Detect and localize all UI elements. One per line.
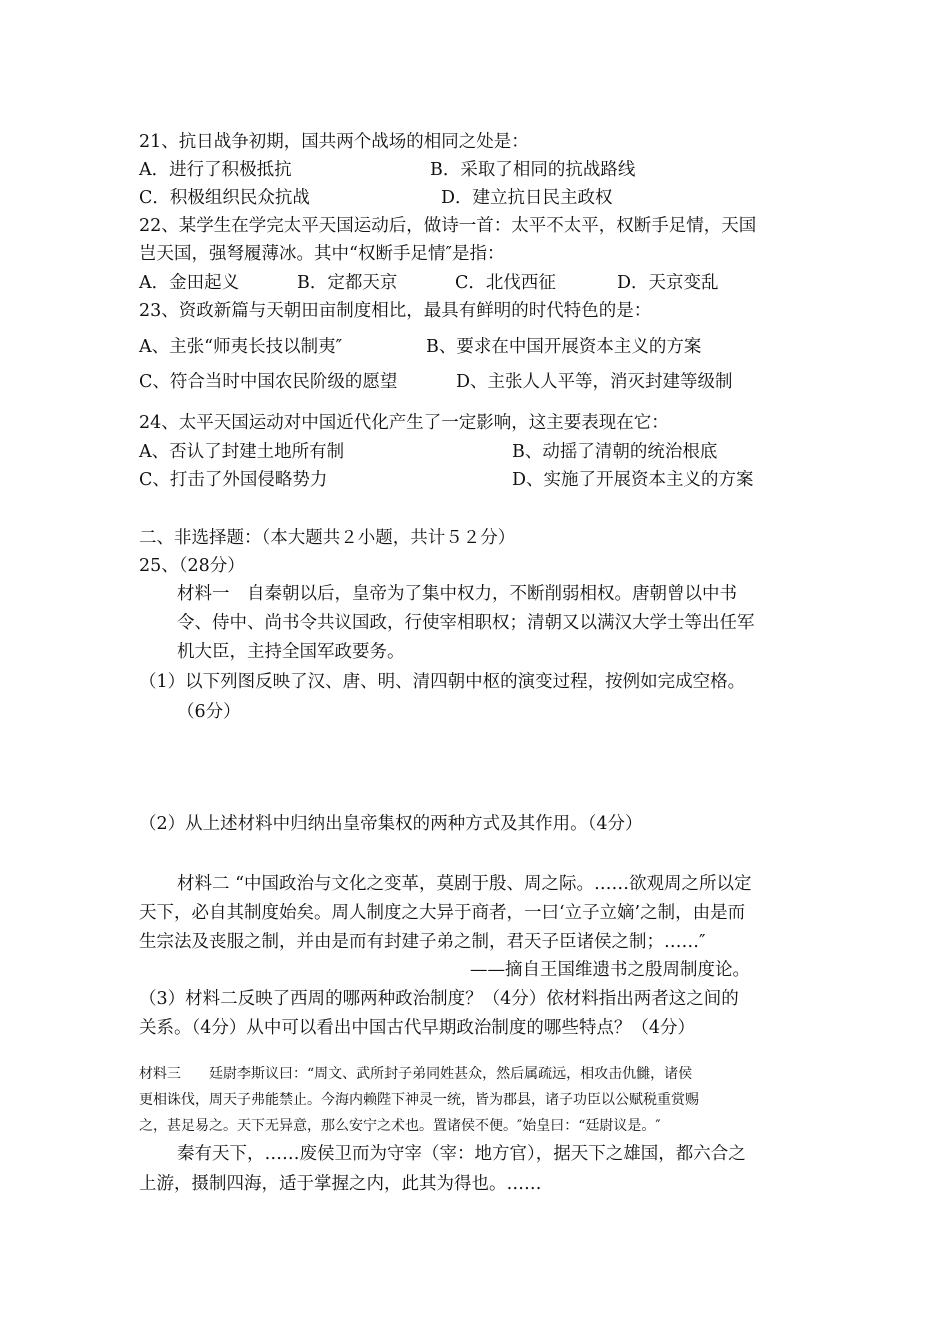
q24-stem: 24、太平天国运动对中国近代化产生了一定影响，这主要表现在它： bbox=[139, 413, 669, 433]
q23-option-b: B、要求在中国开展资本主义的方案 bbox=[426, 337, 702, 357]
material3-line2: 更相诛伐，周天子弗能禁止。今海内赖陛下神灵一统，皆为郡县，诸子功臣以公赋税重赏赐 bbox=[139, 1092, 699, 1108]
material3-line3: 之，甚足易之。天下无异意，那么安宁之术也。置诸侯不便。″始皇曰：“廷尉议是。″ bbox=[139, 1118, 661, 1134]
q22-stem-line2: 岂天国，强弩履薄冰。其中“权断手足情″是指： bbox=[139, 244, 505, 264]
q23-stem: 23、资政新篇与天朝田亩制度相比，最具有鲜明的时代特色的是： bbox=[139, 301, 652, 321]
q21-option-a: A．进行了积极抵抗 bbox=[139, 160, 292, 180]
part3-line2: 关系。（4分）从中可以看出中国古代早期政治制度的哪些特点？（4分） bbox=[139, 1018, 696, 1038]
q22-option-a: A．金田起义 bbox=[139, 273, 240, 293]
q24-option-b: B、动摇了清朝的统治根底 bbox=[512, 442, 718, 462]
material3b-line1: 秦有天下，……废侯卫而为守宰（宰：地方官），据天下之雄国，都六合之 bbox=[177, 1144, 746, 1164]
q21-option-c: C．积极组织民众抗战 bbox=[139, 188, 310, 208]
q22-option-d: D．天京变乱 bbox=[617, 273, 719, 293]
material3b-line2: 上游，摄制四海，适于掌握之内，此其为得也。…… bbox=[139, 1174, 542, 1194]
material2-line2: 天下，必自其制度始矣。周人制度之大异于商者，一曰‘立子立嫡’之制，由是而 bbox=[139, 903, 746, 923]
part1-line2: （6分） bbox=[177, 702, 241, 722]
q25-header: 25、（28分） bbox=[139, 556, 245, 576]
material1-line1: 材料一 自秦朝以后，皇帝为了集中权力，不断削弱相权。唐朝曾以中书 bbox=[177, 584, 737, 604]
material1-line3: 机大臣，主持全国军政要务。 bbox=[177, 642, 405, 662]
q21-option-d: D．建立抗日民主政权 bbox=[441, 188, 613, 208]
q23-option-c: C、符合当时中国农民阶级的愿望 bbox=[139, 372, 398, 392]
part1-line1: （1）以下列图反映了汉、唐、明、清四朝中枢的演变过程，按例如完成空格。 bbox=[139, 672, 746, 692]
q23-option-a: A、主张“师夷长技以制夷″ bbox=[139, 337, 343, 357]
material2-line1: 材料二 “中国政治与文化之变革，莫剧于殷、周之际。……欲观周之所以定 bbox=[177, 874, 752, 894]
material1-line2: 令、侍中、尚书令共议国政，行使宰相职权；清朝又以满汉大学士等出任军 bbox=[177, 613, 755, 633]
section2-heading: 二、非选择题：（本大题共２小题，共计５２分） bbox=[139, 528, 516, 548]
q22-stem-line1: 22、某学生在学完太平天国运动后，做诗一首：太平不太平，权断手足情，天国 bbox=[139, 216, 757, 236]
q24-option-d: D、实施了开展资本主义的方案 bbox=[512, 470, 754, 490]
material3-line1: 材料三 廷尉李斯议曰：“周文、武所封子弟同姓甚众，然后属疏远，相攻击仇雠，诸侯 bbox=[139, 1066, 693, 1082]
material2-line3: 生宗法及丧服之制，并由是而有封建子弟之制，君天子臣诸侯之制；……″ bbox=[139, 932, 706, 952]
q21-stem: 21、抗日战争初期，国共两个战场的相同之处是： bbox=[139, 132, 529, 152]
part2: （2）从上述材料中归纳出皇帝集权的两种方式及其作用。（4分） bbox=[139, 814, 643, 834]
q22-option-c: C．北伐西征 bbox=[455, 273, 556, 293]
q24-option-c: C、打击了外国侵略势力 bbox=[139, 470, 328, 490]
q22-option-b: B．定都天京 bbox=[297, 273, 398, 293]
material2-source: ——摘自王国维遗书之殷周制度论。 bbox=[470, 960, 750, 980]
q23-option-d: D、主张人人平等，消灭封建等级制 bbox=[456, 372, 733, 392]
q24-option-a: A、否认了封建土地所有制 bbox=[139, 442, 345, 462]
q21-option-b: B．采取了相同的抗战路线 bbox=[430, 160, 636, 180]
part3-line1: （3）材料二反映了西周的哪两种政治制度？（4分）依材料指出两者这之间的 bbox=[139, 989, 739, 1009]
